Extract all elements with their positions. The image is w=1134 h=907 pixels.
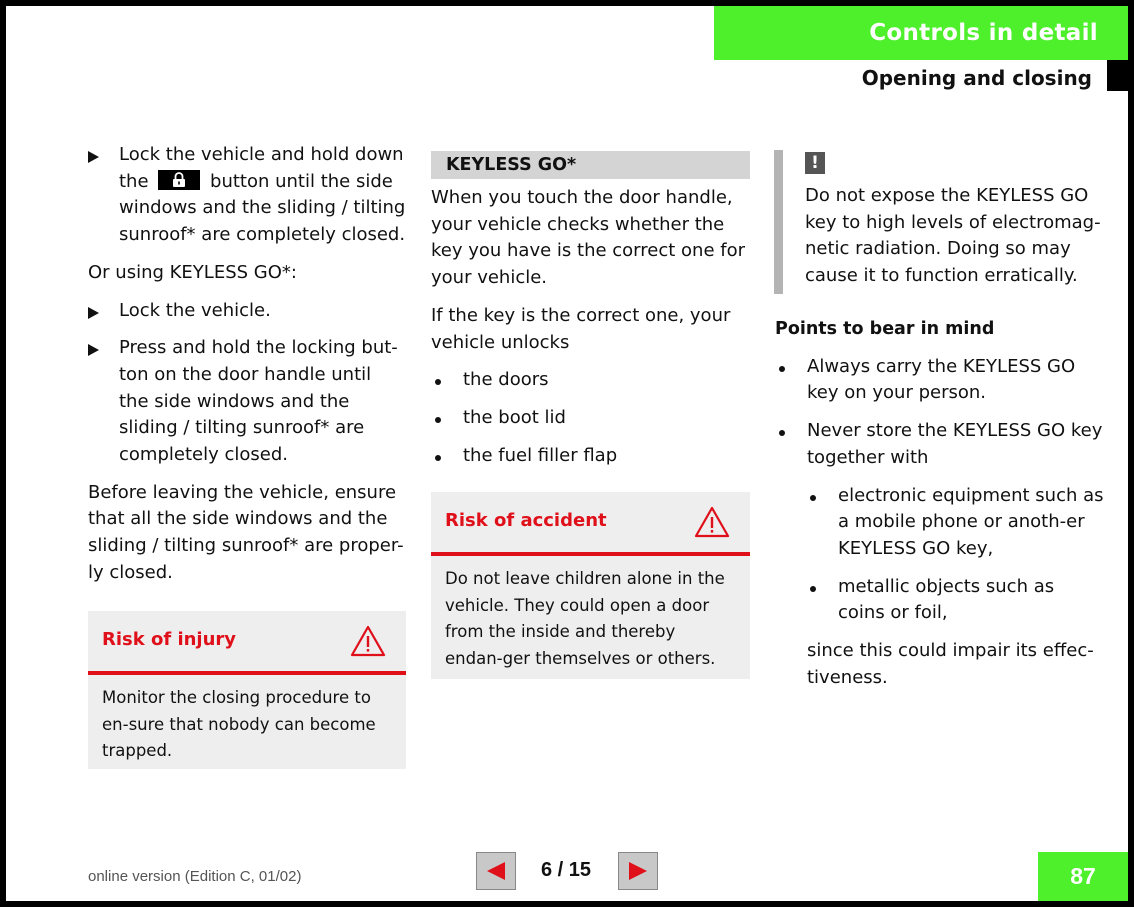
list-item: Always carry the KEYLESS GO key on your person. bbox=[775, 354, 1105, 407]
page-indicator: 6 / 15 bbox=[541, 859, 592, 881]
keyless-go-subheading: KEYLESS GO* bbox=[431, 151, 750, 179]
closing-text: since this could impair its effec-tiveness. bbox=[807, 640, 1094, 688]
paragraph: When you touch the door handle, your vehicle checks whether the key you have is the correct one for your vehicle. bbox=[431, 187, 745, 289]
arrow-bullet-icon bbox=[88, 307, 99, 319]
page-number-badge bbox=[1038, 852, 1128, 901]
list-item: the boot lid bbox=[431, 405, 750, 432]
warning-body: Monitor the closing procedure to en-sure that nobody can become trapped. bbox=[102, 688, 376, 761]
caution-note-text: Do not expose the KEYLESS GO key to high levels of electromag-netic radiation. Doing so may cause it to function erratically. bbox=[805, 185, 1101, 287]
padlock-icon bbox=[158, 170, 200, 190]
points-heading: Points to bear in mind bbox=[775, 319, 995, 339]
warning-title: Risk of injury bbox=[102, 629, 237, 650]
caution-note bbox=[774, 150, 1113, 294]
column-right bbox=[775, 316, 1105, 691]
instruction-step: Lock the vehicle and hold down the button until the side windows and the sliding / tilting sunroof* are completely closed. bbox=[88, 142, 406, 249]
warning-box-injury bbox=[88, 611, 406, 769]
subsection-title: Opening and closing bbox=[861, 66, 1092, 90]
list-item: Never store the KEYLESS GO key together with bbox=[775, 418, 1105, 471]
arrow-bullet-icon bbox=[88, 151, 99, 163]
warning-box-accident bbox=[431, 492, 750, 679]
edition-label: online version (Edition C, 01/02) bbox=[88, 868, 302, 885]
thumb-index-tab bbox=[1107, 60, 1128, 91]
arrow-bullet-icon bbox=[88, 344, 99, 356]
manual-page bbox=[6, 6, 1128, 901]
list-item: the fuel filler flap bbox=[431, 443, 750, 470]
next-page-button[interactable] bbox=[618, 852, 658, 890]
warning-body: Do not leave children alone in the vehicle. They could open a door from the inside and thereby endan-ger themselves or others. bbox=[445, 569, 725, 669]
paragraph: If the key is the correct one, your vehicle unlocks bbox=[431, 304, 731, 353]
sub-list-item: electronic equipment such as a mobile phone or anoth-er KEYLESS GO key, bbox=[806, 483, 1105, 563]
warning-title: Risk of accident bbox=[445, 510, 607, 531]
column-left bbox=[88, 142, 406, 587]
column-middle bbox=[431, 151, 750, 469]
arrow-right-icon bbox=[627, 861, 649, 881]
warning-triangle-icon bbox=[350, 625, 386, 657]
warning-triangle-icon bbox=[694, 506, 730, 538]
or-using-text: Or using KEYLESS GO*: bbox=[88, 261, 297, 283]
page-number: 87 bbox=[1070, 863, 1096, 889]
before-leaving-text: Before leaving the vehicle, ensure that all the side windows and the sliding / tilting sunroof* are proper-ly closed. bbox=[88, 481, 404, 583]
list-item: the doors bbox=[431, 367, 750, 394]
instruction-step: Press and hold the locking but-ton on the door handle until the side windows and the sliding / tilting sunroof* are completely closed. bbox=[88, 335, 406, 469]
instruction-step: Lock the vehicle. bbox=[88, 298, 406, 325]
section-title: Controls in detail bbox=[869, 20, 1098, 46]
arrow-left-icon bbox=[485, 861, 507, 881]
section-header bbox=[714, 6, 1128, 60]
previous-page-button[interactable] bbox=[476, 852, 516, 890]
sub-list-item: metallic objects such as coins or foil, bbox=[806, 574, 1105, 627]
exclamation-icon: ! bbox=[805, 152, 825, 174]
